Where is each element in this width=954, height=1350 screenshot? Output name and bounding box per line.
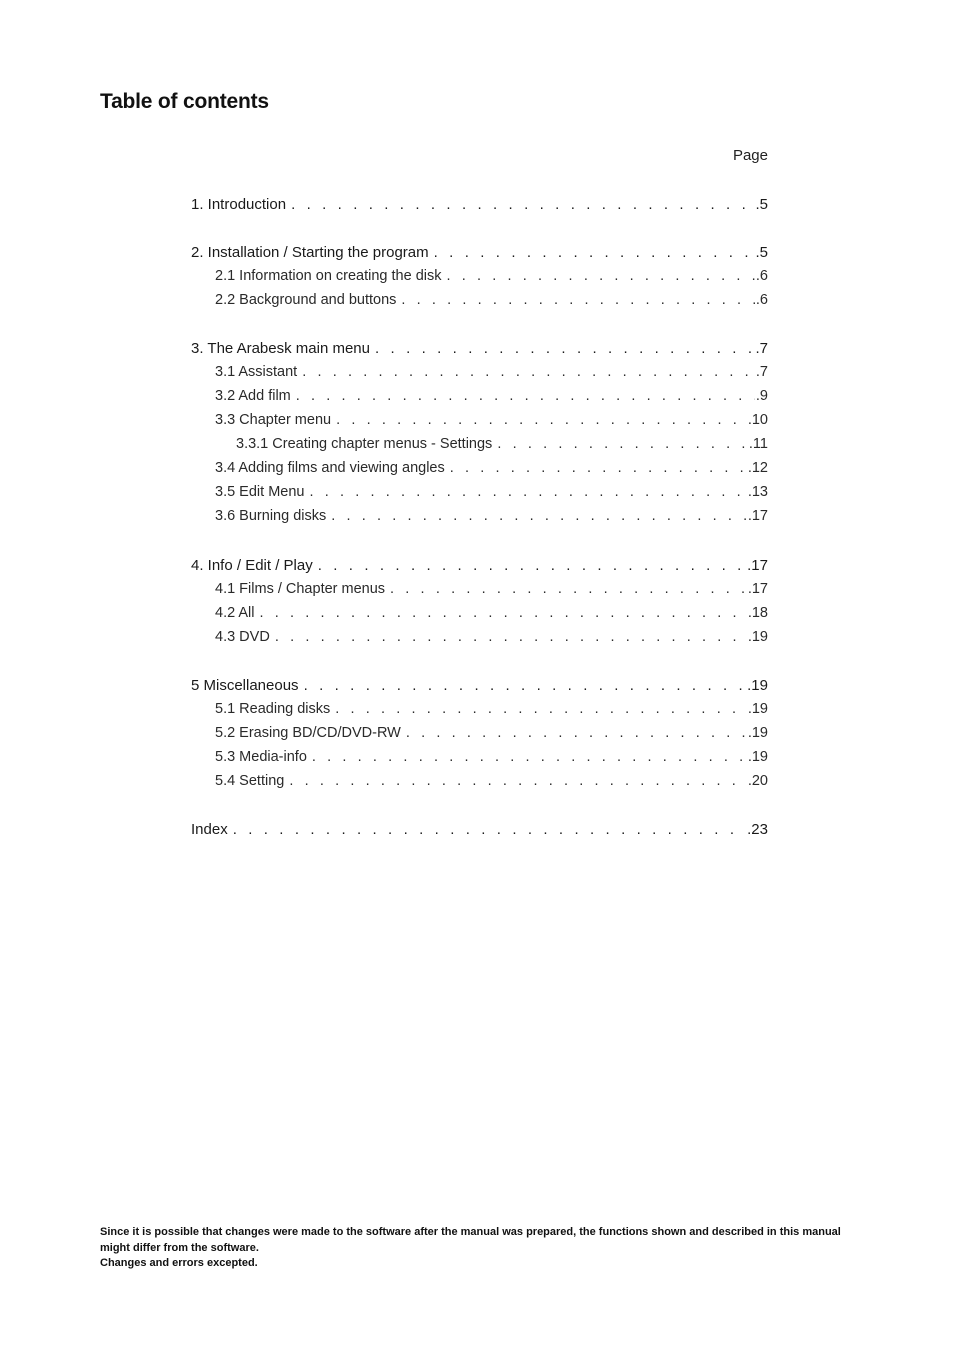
- toc-entry-films-chapter-menus[interactable]: [215, 581, 768, 603]
- toc-leader-dots: [497, 436, 748, 452]
- toc-entry-reading-disks[interactable]: [215, 701, 768, 723]
- toc-entry-text: 4.3 DVD: [215, 629, 270, 645]
- toc-entry-text: 3.3 Chapter menu: [215, 412, 332, 428]
- toc-leader-dots: [434, 244, 755, 261]
- toc-page-number: .20: [747, 773, 768, 789]
- toc-page-number: .23: [747, 821, 768, 838]
- toc-page-number: .6: [755, 268, 768, 284]
- toc-leader-dots: [390, 581, 747, 597]
- toc-entry-text: 5.1 Reading disks: [215, 701, 331, 717]
- toc-entry-chapter-menu[interactable]: [215, 412, 768, 434]
- toc-entry-all[interactable]: [215, 605, 768, 627]
- toc-entry-introduction[interactable]: [191, 196, 768, 218]
- toc-page-number: .11: [748, 436, 768, 452]
- toc-entry-assistant[interactable]: [215, 364, 768, 386]
- toc-entry-text: 5.3 Media-info: [215, 749, 307, 765]
- toc-leader-dots: [447, 268, 755, 284]
- disclaimer-note: [100, 1225, 870, 1272]
- toc-entry-text: 3.1 Assistant: [215, 364, 298, 380]
- toc-leader-dots: [260, 605, 747, 621]
- toc-leader-dots: [275, 629, 747, 645]
- toc-leader-dots: [291, 196, 754, 213]
- toc-page-number: .5: [755, 244, 768, 261]
- toc-entry-text: 1. Introduction: [191, 196, 287, 213]
- toc-leader-dots: [302, 364, 755, 380]
- toc-leader-dots: [309, 484, 746, 500]
- toc-entry-text: 3.2 Add film: [215, 388, 291, 404]
- toc-page-number: .19: [747, 701, 768, 717]
- toc-entry-text: Index: [191, 821, 228, 838]
- toc-entry-erasing[interactable]: [215, 725, 768, 747]
- toc-entry-text: 5.4 Setting: [215, 773, 285, 789]
- toc-leader-dots: [335, 701, 747, 717]
- toc-entry-text: 4.1 Films / Chapter menus: [215, 581, 386, 597]
- toc-entry-installation[interactable]: [191, 244, 768, 266]
- toc-leader-dots: [312, 749, 747, 765]
- toc-page-number: .10: [747, 412, 768, 428]
- toc-page-number: .18: [747, 605, 768, 621]
- toc-page-number: .19: [747, 749, 768, 765]
- toc-leader-dots: [401, 292, 755, 308]
- toc-leader-dots: [406, 725, 747, 741]
- toc-entry-index[interactable]: [191, 821, 768, 843]
- toc-page-number: .17: [747, 557, 768, 574]
- toc-entry-background-buttons[interactable]: [215, 292, 768, 314]
- toc-entry-viewing-angles[interactable]: [215, 460, 768, 482]
- toc-page-number: .12: [747, 460, 768, 476]
- toc-entry-edit-menu[interactable]: [215, 484, 768, 506]
- toc-page-number: .9: [755, 388, 768, 404]
- toc-leader-dots: [289, 773, 747, 789]
- toc-entry-text: 2.2 Background and buttons: [215, 292, 397, 308]
- toc-entry-text: 3.4 Adding films and viewing angles: [215, 460, 445, 476]
- toc-page-number: .17: [747, 581, 768, 597]
- toc-leader-dots: [450, 460, 747, 476]
- toc-page-number: .6: [755, 292, 768, 308]
- toc-entry-text: 5 Miscellaneous: [191, 677, 299, 694]
- toc-entry-text: 3.6 Burning disks: [215, 508, 327, 524]
- toc-page-number: .19: [747, 725, 768, 741]
- toc-entry-burning-disks[interactable]: [215, 508, 768, 530]
- toc-entry-text: 2. Installation / Starting the program: [191, 244, 429, 261]
- toc-leader-dots: [318, 557, 746, 574]
- toc-entry-text: 5.2 Erasing BD/CD/DVD-RW: [215, 725, 401, 741]
- toc-entry-dvd[interactable]: [215, 629, 768, 651]
- toc-page-number: .17: [747, 508, 768, 524]
- toc-entry-text: 3. The Arabesk main menu: [191, 340, 370, 357]
- toc-page-number: .19: [747, 629, 768, 645]
- page-title: Table of contents: [100, 90, 269, 113]
- toc-entry-info-edit-play[interactable]: [191, 557, 768, 579]
- toc-leader-dots: [304, 677, 747, 694]
- toc-page-number: .7: [755, 340, 768, 357]
- toc-page-number: .13: [747, 484, 768, 500]
- toc-entry-text: 2.1 Information on creating the disk: [215, 268, 442, 284]
- toc-entry-media-info[interactable]: [215, 749, 768, 771]
- toc-page-number: .7: [755, 364, 768, 380]
- toc-entry-text: 4. Info / Edit / Play: [191, 557, 313, 574]
- toc-page-number: .19: [747, 677, 768, 694]
- toc-leader-dots: [233, 821, 746, 838]
- toc-leader-dots: [336, 412, 747, 428]
- toc-page-number: .5: [755, 196, 768, 213]
- toc-entry-text: 3.5 Edit Menu: [215, 484, 305, 500]
- toc-leader-dots: [375, 340, 754, 357]
- toc-leader-dots: [331, 508, 747, 524]
- toc-leader-dots: [296, 388, 755, 404]
- disclaimer-text: Since it is possible that changes were made to the software after the manual was prepared, the functions shown and described in this manual might differ from the software.: [100, 1226, 841, 1254]
- toc-entry-text: 3.3.1 Creating chapter menus - Settings: [236, 436, 493, 452]
- toc-entry-text: 4.2 All: [215, 605, 255, 621]
- toc-entry-main-menu[interactable]: [191, 340, 768, 362]
- toc-entry-miscellaneous[interactable]: [191, 677, 768, 699]
- toc-entry-creating-disk[interactable]: [215, 268, 768, 290]
- disclaimer-errors-text: Changes and errors excepted.: [100, 1257, 258, 1269]
- toc-entry-chapter-menu-settings[interactable]: [236, 436, 768, 458]
- page-column-label: Page: [732, 147, 768, 164]
- toc-entry-setting[interactable]: [215, 773, 768, 795]
- toc-entry-add-film[interactable]: [215, 388, 768, 410]
